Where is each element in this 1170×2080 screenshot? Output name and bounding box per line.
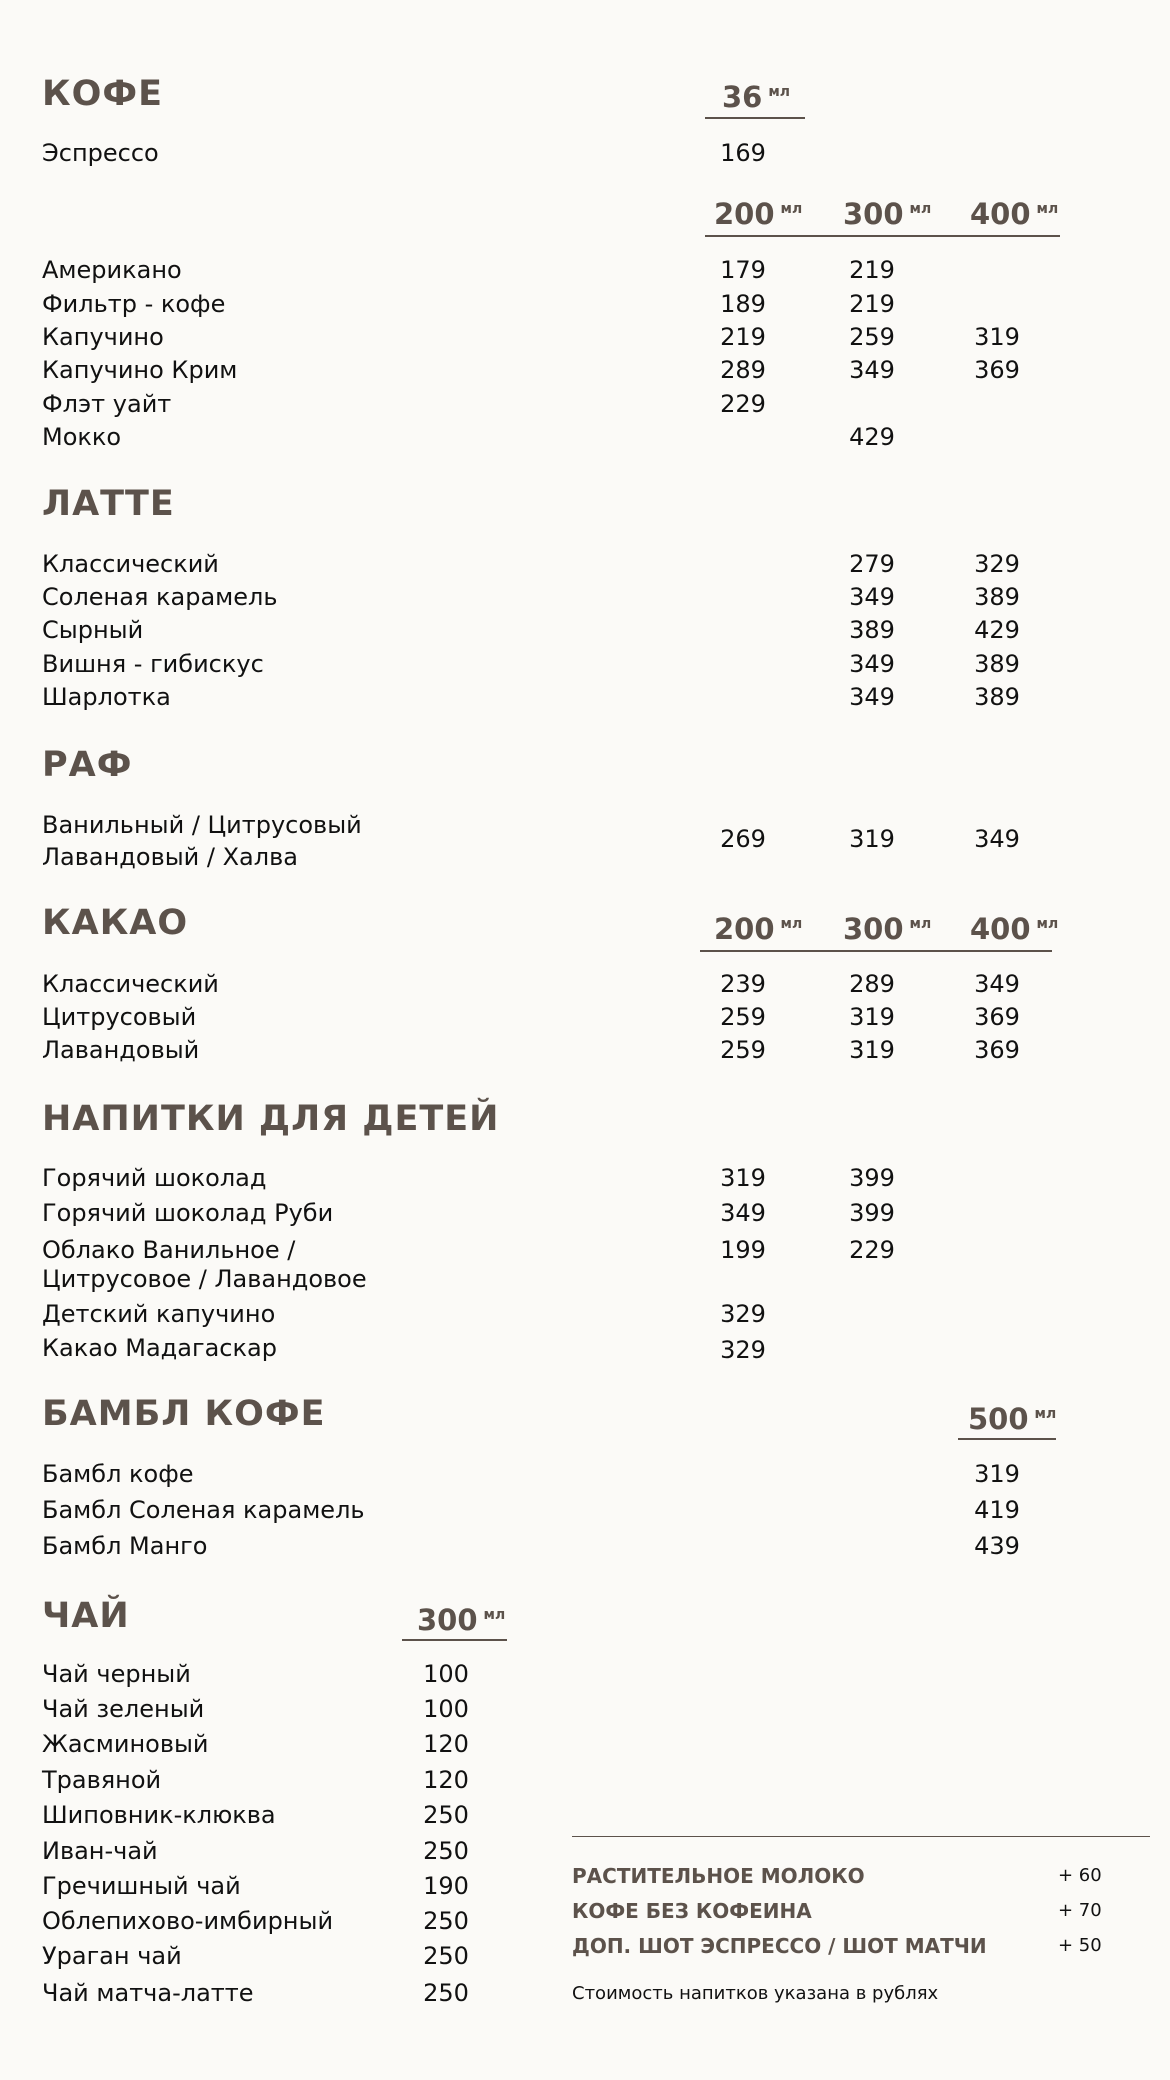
menu-item-price: 319 bbox=[849, 825, 895, 853]
menu-item-name: Американо bbox=[42, 256, 182, 284]
menu-item-price: 389 bbox=[974, 683, 1020, 711]
menu-item-price: 259 bbox=[720, 1003, 766, 1031]
menu-item-price: 399 bbox=[849, 1199, 895, 1227]
menu-item-price: 369 bbox=[974, 1003, 1020, 1031]
menu-item-price: 239 bbox=[720, 970, 766, 998]
size-header-rule bbox=[402, 1639, 507, 1641]
espresso-size-header: 36 $^{мл}$ bbox=[722, 80, 791, 114]
menu-item-name: Бамбл Соленая карамель bbox=[42, 1496, 365, 1524]
menu-item-price: 319 bbox=[849, 1036, 895, 1064]
menu-item-name: Гречишный чай bbox=[42, 1872, 241, 1900]
menu-item-price: 389 bbox=[849, 616, 895, 644]
menu-item-price: 250 bbox=[423, 1979, 469, 2007]
menu-item-price: 439 bbox=[974, 1532, 1020, 1560]
size-header-rule bbox=[705, 235, 1060, 237]
menu-item-name: Шарлотка bbox=[42, 683, 171, 711]
menu-item-price: 319 bbox=[974, 1460, 1020, 1488]
menu-item-name: Горячий шоколад Руби bbox=[42, 1199, 334, 1227]
extra-item-price: + 70 bbox=[1058, 1900, 1102, 1921]
menu-item-price: 100 bbox=[423, 1695, 469, 1723]
menu-item-price: 349 bbox=[849, 650, 895, 678]
bumble-title: БАМБЛ КОФЕ bbox=[42, 1394, 326, 1434]
menu-item-name: Травяной bbox=[42, 1766, 162, 1794]
menu-item-name: Бамбл кофе bbox=[42, 1460, 194, 1488]
menu-item-name: Лавандовый / Халва bbox=[42, 843, 298, 871]
size-header-rule bbox=[958, 1438, 1056, 1440]
extra-item-name: РАСТИТЕЛЬНОЕ МОЛОКО bbox=[572, 1864, 865, 1888]
menu-item-price: 319 bbox=[720, 1164, 766, 1192]
espresso-size-rule bbox=[705, 117, 805, 119]
size-header-500: 500 $^{мл}$ bbox=[968, 1402, 1057, 1436]
menu-item-name: Классический bbox=[42, 550, 219, 578]
menu-item-price: 399 bbox=[849, 1164, 895, 1192]
menu-item-price: 319 bbox=[849, 1003, 895, 1031]
menu-item-name: Облепихово-имбирный bbox=[42, 1907, 334, 1935]
menu-item-price: 349 bbox=[720, 1199, 766, 1227]
menu-item-name: Классический bbox=[42, 970, 219, 998]
menu-item-price: 289 bbox=[720, 356, 766, 384]
size-header-200: 200 $^{мл}$ bbox=[714, 912, 803, 946]
extra-item-name: ДОП. ШОТ ЭСПРЕССО / ШОТ МАТЧИ bbox=[572, 1934, 987, 1958]
menu-item-name: Капучино Крим bbox=[42, 356, 238, 384]
size-header-400: 400 $^{мл}$ bbox=[970, 197, 1059, 231]
size-header-200: 200 $^{мл}$ bbox=[714, 197, 803, 231]
menu-item-price: 329 bbox=[974, 550, 1020, 578]
menu-item-name: Фильтр - кофе bbox=[42, 290, 226, 318]
menu-item-price: 429 bbox=[974, 616, 1020, 644]
menu-item-price: 289 bbox=[849, 970, 895, 998]
extra-item-price: + 60 bbox=[1058, 1865, 1102, 1886]
menu-item-price: 179 bbox=[720, 256, 766, 284]
cocoa-title: КАКАО bbox=[42, 903, 189, 943]
menu-item-name: Чай черный bbox=[42, 1660, 191, 1688]
menu-item-price: 419 bbox=[974, 1496, 1020, 1524]
menu-item-price: 319 bbox=[974, 323, 1020, 351]
latte-title: ЛАТТЕ bbox=[42, 484, 175, 524]
tea-title: ЧАЙ bbox=[42, 1596, 130, 1636]
extra-item-name: КОФЕ БЕЗ КОФЕИНА bbox=[572, 1899, 812, 1923]
menu-item-price: 349 bbox=[974, 970, 1020, 998]
menu-item-name: Ураган чай bbox=[42, 1942, 182, 1970]
menu-item-price: 120 bbox=[423, 1730, 469, 1758]
menu-item-price: 250 bbox=[423, 1907, 469, 1935]
menu-item-name: Эспрессо bbox=[42, 139, 159, 167]
menu-item-name: Чай матча-латте bbox=[42, 1979, 254, 2007]
menu-item-name: Горячий шоколад bbox=[42, 1164, 267, 1192]
menu-item-price: 189 bbox=[720, 290, 766, 318]
currency-note: Стоимость напитков указана в рублях bbox=[572, 1983, 939, 2004]
menu-item-price: 219 bbox=[720, 323, 766, 351]
menu-item-price: 349 bbox=[849, 683, 895, 711]
menu-item-price: 389 bbox=[974, 650, 1020, 678]
menu-item-name: Бамбл Манго bbox=[42, 1532, 208, 1560]
menu-item-price: 329 bbox=[720, 1336, 766, 1364]
menu-item-price: 120 bbox=[423, 1766, 469, 1794]
menu-item-price: 169 bbox=[720, 139, 766, 167]
menu-item-price: 429 bbox=[849, 423, 895, 451]
menu-item-price: 269 bbox=[720, 825, 766, 853]
menu-item-name: Цитрусовое / Лавандовое bbox=[42, 1265, 367, 1293]
extras-divider bbox=[572, 1836, 1150, 1837]
menu-item-price: 229 bbox=[849, 1236, 895, 1264]
menu-item-name: Цитрусовый bbox=[42, 1003, 197, 1031]
kids-title: НАПИТКИ ДЛЯ ДЕТЕЙ bbox=[42, 1099, 500, 1139]
menu-item-name: Капучино bbox=[42, 323, 164, 351]
extra-item-price: + 50 bbox=[1058, 1935, 1102, 1956]
size-header-300: 300 $^{мл}$ bbox=[843, 197, 932, 231]
menu-item-name: Мокко bbox=[42, 423, 122, 451]
menu-item-name: Какао Мадагаскар bbox=[42, 1334, 277, 1362]
menu-item-price: 259 bbox=[720, 1036, 766, 1064]
menu-item-name: Облако Ванильное / bbox=[42, 1236, 296, 1264]
menu-item-name: Вишня - гибискус bbox=[42, 650, 264, 678]
size-header-rule bbox=[700, 950, 1052, 952]
menu-item-price: 369 bbox=[974, 356, 1020, 384]
menu-item-price: 219 bbox=[849, 290, 895, 318]
menu-item-price: 100 bbox=[423, 1660, 469, 1688]
menu-item-name: Флэт уайт bbox=[42, 390, 172, 418]
menu-item-price: 349 bbox=[849, 356, 895, 384]
menu-item-name: Детский капучино bbox=[42, 1300, 276, 1328]
size-header-400: 400 $^{мл}$ bbox=[970, 912, 1059, 946]
menu-item-price: 369 bbox=[974, 1036, 1020, 1064]
menu-item-name: Соленая карамель bbox=[42, 583, 278, 611]
menu-item-price: 349 bbox=[849, 583, 895, 611]
menu-item-name: Жасминовый bbox=[42, 1730, 209, 1758]
menu-item-price: 329 bbox=[720, 1300, 766, 1328]
menu-item-price: 190 bbox=[423, 1872, 469, 1900]
menu-item-price: 279 bbox=[849, 550, 895, 578]
menu-item-price: 259 bbox=[849, 323, 895, 351]
menu-item-name: Чай зеленый bbox=[42, 1695, 205, 1723]
menu-item-price: 219 bbox=[849, 256, 895, 284]
menu-item-name: Лавандовый bbox=[42, 1036, 200, 1064]
menu-item-name: Ванильный / Цитрусовый bbox=[42, 811, 362, 839]
menu-item-price: 389 bbox=[974, 583, 1020, 611]
menu-item-name: Сырный bbox=[42, 616, 144, 644]
size-header-300: 300 $^{мл}$ bbox=[417, 1603, 506, 1637]
menu-item-price: 349 bbox=[974, 825, 1020, 853]
menu-item-name: Иван-чай bbox=[42, 1837, 158, 1865]
menu-item-price: 250 bbox=[423, 1801, 469, 1829]
size-header-300: 300 $^{мл}$ bbox=[843, 912, 932, 946]
coffee-title: КОФЕ bbox=[42, 74, 163, 114]
menu-item-price: 250 bbox=[423, 1837, 469, 1865]
menu-item-price: 199 bbox=[720, 1236, 766, 1264]
raf-title: РАФ bbox=[42, 745, 133, 785]
menu-item-price: 250 bbox=[423, 1942, 469, 1970]
menu-item-name: Шиповник-клюква bbox=[42, 1801, 276, 1829]
menu-item-price: 229 bbox=[720, 390, 766, 418]
